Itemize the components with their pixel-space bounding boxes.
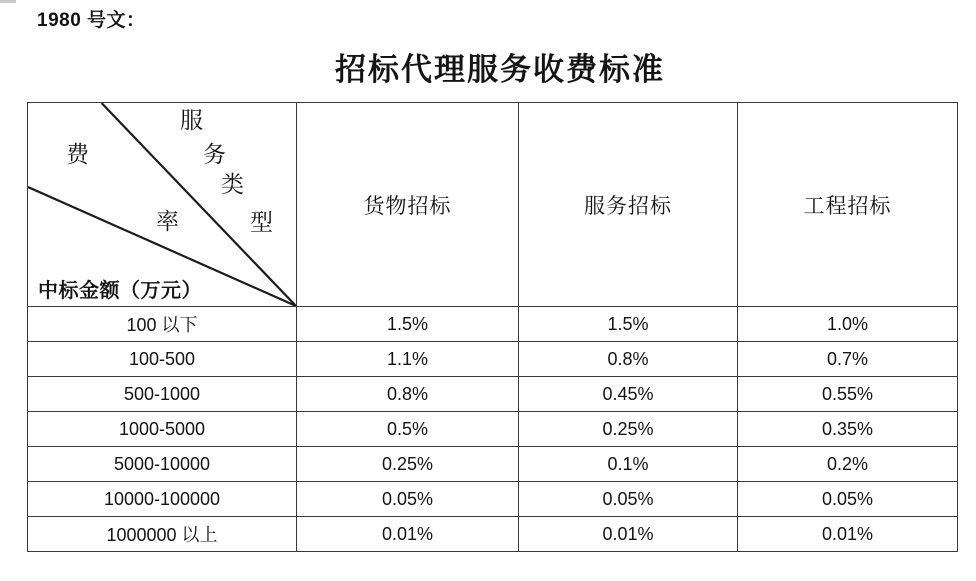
rate-cell: 0.01% [738,517,958,552]
rate-cell: 0.35% [738,412,958,447]
row-range-cell: 1000-5000 [28,412,297,447]
corner-row-axis-label: 中标金额（万元） [38,280,202,302]
table-row [28,377,958,412]
rate-cell: 0.2% [738,447,958,482]
corner-fee-char: 费 [66,142,89,167]
row-range-cell: 500-1000 [28,377,297,412]
rate-cell: 0.05% [738,482,958,517]
rate-cell: 0.01% [519,517,738,552]
rate-cell: 0.8% [519,342,738,377]
corner-service-char-4: 型 [250,210,273,235]
table-row [28,447,958,482]
corner-service-char-1: 服 [180,108,203,133]
rate-cell: 1.1% [297,342,519,377]
column-header-engineering: 工程招标 [738,103,958,307]
diagonal-corner-content [28,103,296,306]
rate-cell: 0.01% [297,517,519,552]
rate-cell: 0.55% [738,377,958,412]
row-range-cell: 10000-100000 [28,482,297,517]
corner-service-char-2: 务 [203,142,226,167]
table-row [28,517,958,552]
rate-cell: 0.05% [297,482,519,517]
rate-cell: 0.1% [519,447,738,482]
column-header-goods: 货物招标 [297,103,519,307]
rate-cell: 0.8% [297,377,519,412]
table-row [28,482,958,517]
row-range-cell: 100-500 [28,342,297,377]
doc-reference-label: 1980 号文： [37,10,146,31]
page-title: 招标代理服务收费标准 [335,52,665,87]
table-row [28,307,958,342]
rate-cell: 0.45% [519,377,738,412]
rate-cell: 0.7% [738,342,958,377]
rate-cell: 0.25% [297,447,519,482]
corner-rate-char: 率 [156,209,179,234]
row-range-cell: 100 以下 [28,307,297,342]
table-row [28,342,958,377]
rate-cell: 0.25% [519,412,738,447]
page-edge-artifact [0,0,16,3]
corner-service-char-3: 类 [221,172,244,197]
rate-cell: 1.5% [297,307,519,342]
row-range-cell: 1000000 以上 [28,517,297,552]
table-row [28,412,958,447]
rate-cell: 1.5% [519,307,738,342]
fee-standard-table [27,102,958,552]
rate-cell: 1.0% [738,307,958,342]
rate-cell: 0.5% [297,412,519,447]
column-header-service: 服务招标 [519,103,738,307]
diagonal-corner-cell [28,103,297,307]
table-header-row [28,103,958,307]
row-range-cell: 5000-10000 [28,447,297,482]
rate-cell: 0.05% [519,482,738,517]
